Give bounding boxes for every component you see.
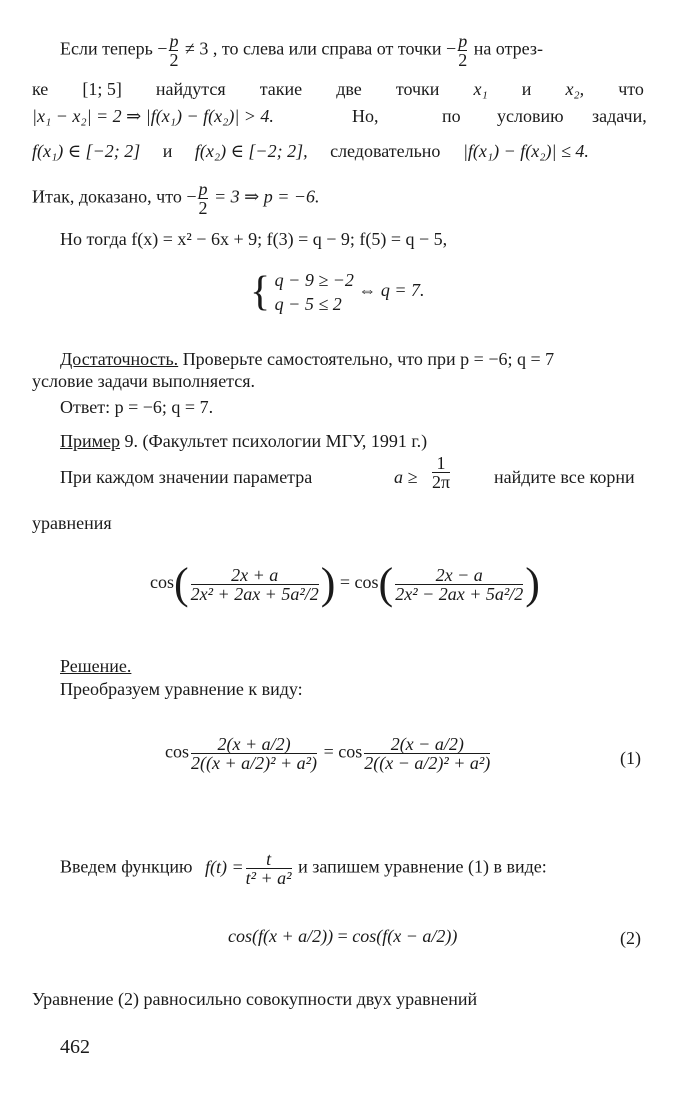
- text-on-segment: на отрез-: [473, 38, 543, 59]
- line-3: |x₁ − x₂| = 2 ⇒ |f(x₁) − f(x₂)| > 4. Но, по условию задачи,: [32, 106, 647, 126]
- equation-word: уравнения: [32, 513, 112, 533]
- line-6: [60, 228, 447, 250]
- line-2: ке [1; 5] найдутся такие две точки x₁ и x₂, что: [32, 79, 644, 99]
- page-number: 462: [60, 1036, 90, 1058]
- equation-2: cos(f(x + a/2)) = cos(f(x − a/2)): [228, 926, 458, 946]
- equation-label-2: (2): [620, 928, 641, 948]
- left-fraction: $\frac{2x + a}{\text{2x² + 2ax + 5a²/2}}$: [190, 564, 319, 604]
- text-if-now: Если теперь: [60, 38, 153, 59]
- fraction-p-over-2: $\frac{p}{2}$: [169, 31, 179, 70]
- introduce-function-line: Введем функцию f(t) = $\frac{t}{\text{t² + a²}}$ и запишем уравнение (1) в виде:: [60, 849, 547, 888]
- right-fraction: $\frac{2x - a}{\text{2x² − 2ax + 5a²/2}}$: [395, 564, 524, 604]
- sufficiency-line: Достаточность. Проверьте самостоятельно, что при p = −6; q = 7: [60, 349, 555, 369]
- example-heading: Пример 9. (Факультет психологии МГУ, 1991 г.): [60, 431, 428, 451]
- original-equation: cos( $\frac{2x + a}{\text{2x² + 2ax + 5a²/2}}$ ) = cos( $\frac{2x - a}{\text{2x² − 2ax + 5a²/2}}$ ): [150, 559, 540, 608]
- transform-line: Преобразуем уравнение к виду:: [60, 679, 303, 699]
- equation-1: cos $\frac{2(x + a/2)}{\text{2((x + a/2)² + a²)}}$ = cos $\frac{2(x - a/2)}{\text{2((x − a/2)² + a²)}}$: [165, 734, 491, 773]
- final-line: Уравнение (2) равносильно совокупности двух уравнений: [32, 989, 478, 1009]
- example-label: Пример: [60, 431, 121, 451]
- system-of-inequalities: { q − 9 ≥ −2 q − 5 ≤ 2 ⇔ q = 7.: [250, 269, 425, 315]
- equation-label-1: (1): [620, 748, 641, 768]
- function-definition: Но тогда f(x) = x² − 6x + 9; f(3) = q − 9; f(5) = q − 5,: [60, 229, 448, 249]
- sufficiency-label: Достаточность.: [60, 349, 179, 369]
- inequality-implication: |x₁ − x₂| = 2 ⇒ |f(x₁) − f(x₂)| > 4.: [32, 106, 274, 126]
- solution-label: Решение.: [60, 656, 132, 676]
- task-line: При каждом значении параметра a ≥ $\frac{1}{2\pi}$ найдите все корни: [60, 453, 635, 492]
- answer-line: Ответ: p = −6; q = 7.: [60, 397, 214, 417]
- sufficiency-line-2: условие задачи выполняется.: [32, 371, 256, 391]
- line-4: f(x₁) ∈ [−2; 2] и f(x₂) ∈ [−2; 2], следовательно |f(x₁) − f(x₂)| ≤ 4.: [32, 141, 589, 161]
- line-1: Если теперь − $\frac{p}{2}$ ≠ 3 , то слева или справа от точки − $\frac{p}{2}$ на отрез-: [60, 31, 543, 70]
- text-left-right: то слева или справа от точки: [221, 38, 442, 59]
- solution-heading: [60, 655, 131, 677]
- line-5: Итак, доказано, что − $\frac{p}{2}$ = 3 ⇒ p = −6.: [32, 179, 320, 218]
